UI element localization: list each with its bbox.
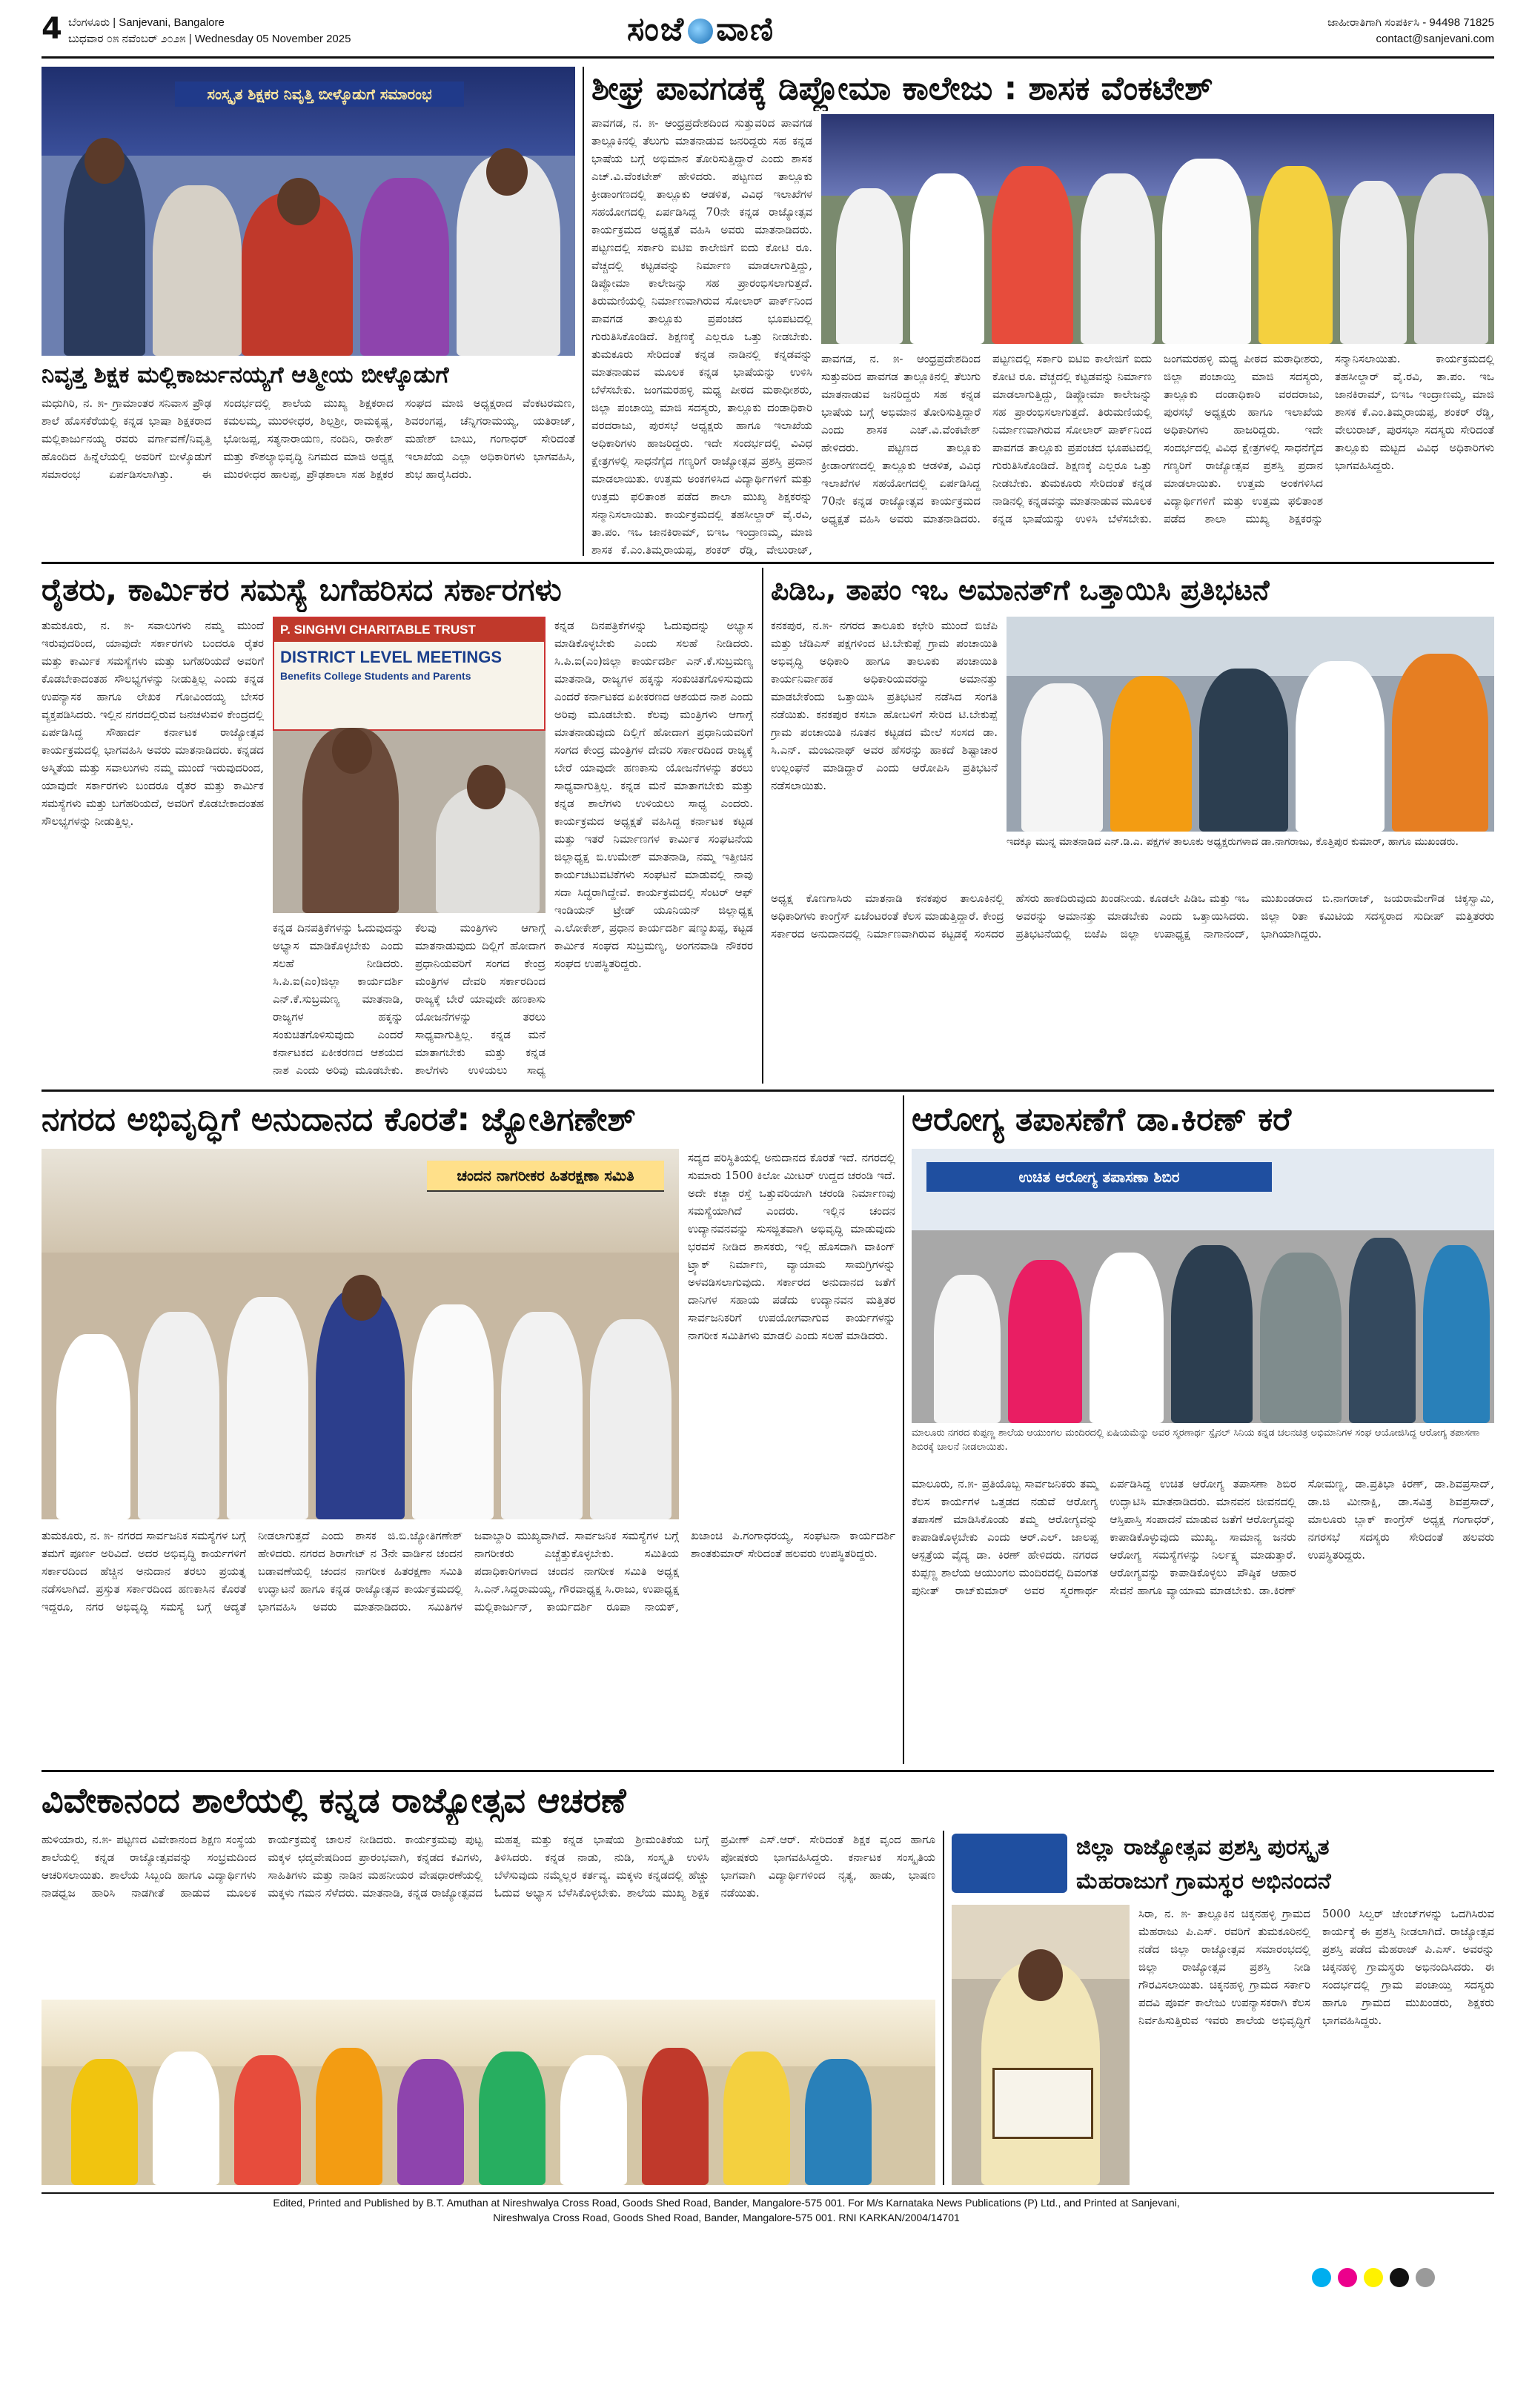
- jyothi-body: ತುಮಕೂರು, ನ. ೫- ನಗರದ ಸಾರ್ವಜನಿಕ ಸಮಸ್ಯೆಗಳ ಬಗ್ಗೆ ತಮಗೆ ಪೂರ್ಣ ಅರಿವಿದೆ. ಅದರ ಅಭಿವೃದ್ಧಿ ಕಾರ್ಯಗಳಿಗೆ ಸರ್ಕಾರದಿಂದ ಹೆಚ್ಚಿನ ಅನುದಾನ ತರಲು ಪ್ರಯತ್ನ ನಡೆಸಲಾಗಿದೆ. ಪ್ರಸ್ತುತ ಸರ್ಕಾರದಿಂದ ಹಣಕಾಸಿನ ಕೊರತೆ ಇದ್ದರೂ, ನಗರ ಅಭಿವೃದ್ಧಿ ಸಮಸ್ಯೆ ಬಗ್ಗೆ ಆದ್ಯತೆ ನೀಡಲಾಗುತ್ತದೆ ಎಂದು ಶಾಸಕ ಜಿ.ಬಿ.ಜ್ಯೋತಿಗಣೇಶ್ ಹೇಳಿದರು. ನಗರದ ಶಿರಾಗೇಟ್ ನ 3ನೇ ವಾರ್ಡಿನ ಚಂದನ ಬಡಾವಣೆಯಲ್ಲಿ ಚಂದನ ನಾಗರೀಕ ಹಿತರಕ್ಷಣಾ ಸಮಿತಿ ಉದ್ಘಾಟನೆ ಹಾಗೂ ಕನ್ನಡ ರಾಜ್ಯೋತ್ಸವ ಕಾರ್ಯಕ್ರಮದಲ್ಲಿ ಭಾಗವಹಿಸಿ ಅವರು ಮಾತನಾಡಿದರು. ಸಮಿತಿಗಳ ಜವಾಬ್ದಾರಿ ಮುಖ್ಯವಾಗಿದೆ. ಸಾರ್ವಜನಿಕ ಸಮಸ್ಯೆಗಳ ಬಗ್ಗೆ ನಾಗರೀಕರು ಎಚ್ಚೆತ್ತುಕೊಳ್ಳಬೇಕು. ಸಮಿತಿಯ ಪದಾಧಿಕಾರಿಗಳಾದ ಚಂದನ ನಾಗರೀಕ ಸಮಿತಿ ಅಧ್ಯಕ್ಷ ಸಿ.ಎನ್.ಸಿದ್ದರಾಮಯ್ಯ, ಗೌರವಾಧ್ಯಕ್ಷ ಸಿ.ರಾಜು, ಉಪಾಧ್ಯಕ್ಷ ಮಲ್ಲಿಕಾರ್ಜುನ್, ಕಾರ್ಯದರ್ಶಿ ರೂಪಾ ನಾಯಕ್, ಖಜಾಂಚಿ ಪಿ.ಗಂಗಾಧರಯ್ಯ, ಸಂಘಟನಾ ಕಾರ್ಯದರ್ಶಿ ಶಾಂತಕುಮಾರ್ ಸೇರಿದಂತೆ ಹಲವರು ಉಪಸ್ಥಿತರಿದ್ದರು.: [42, 1529, 895, 1613]
- masthead: [42, 10, 1494, 59]
- vertical-divider-2: [762, 568, 763, 1084]
- award-photo: [952, 1905, 1130, 2185]
- newspaper-page: [42, 10, 1494, 2234]
- imprint-line-1: Edited, Printed and Published by B.T. Amuthan at Nireshwalya Cross Road, Goods Shed Road, Bander, Mangalore-575 001. For M/s Karnataka News Publications (P) Ltd., and Printed at Sanjevani,: [273, 2197, 1180, 2209]
- diploma-body: ಪಾವಗಡ, ನ. ೫- ಆಂಧ್ರಪ್ರದೇಶದಿಂದ ಸುತ್ತುವರಿದ ಪಾವಗಡ ತಾಲ್ಲೂಕಿನಲ್ಲಿ ತೆಲುಗು ಮಾತನಾಡುವ ಜನರಿದ್ದರು ಸಹ ಕನ್ನಡ ಭಾಷೆಯ ಬಗ್ಗೆ ಅಭಿಮಾನ ತೋರಿಸುತ್ತಿದ್ದಾರೆ ಎಂದು ಶಾಸಕ ಎಚ್.ವಿ.ವೆಂಕಟೇಶ್ ಹೇಳಿದರು. ಪಟ್ಟಣದ ತಾಲ್ಲೂಕು ಕ್ರೀಡಾಂಗಣದಲ್ಲಿ ತಾಲ್ಲೂಕು ಆಡಳಿತ, ವಿವಿಧ ಇಲಾಖೆಗಳ ಸಹಯೋಗದಲ್ಲಿ ಏರ್ಪಡಿಸಿದ್ದ 70ನೇ ಕನ್ನಡ ರಾಜ್ಯೋತ್ಸವ ಕಾರ್ಯಕ್ರಮದ ಅಧ್ಯಕ್ಷತೆ ವಹಿಸಿ ಅವರು ಮಾತನಾಡಿದರು. ಪಟ್ಟಣದಲ್ಲಿ ಸರ್ಕಾರಿ ಐಟಿಐ ಕಾಲೇಜಿಗೆ ಐದು ಕೋಟಿ ರೂ. ವೆಚ್ಚದಲ್ಲಿ ಕಟ್ಟಡವನ್ನು ನಿರ್ಮಾಣ ಮಾಡಲಾಗುತ್ತಿದ್ದು, ಡಿಪ್ಲೋಮಾ ಕಾಲೇಜನ್ನು ಸಹ ಪ್ರಾರಂಭಿಸಲಾಗುತ್ತದೆ. ತಿರುಮಣಿಯಲ್ಲಿ ನಿರ್ಮಾಣವಾಗಿರುವ ಸೋಲಾರ್ ಪಾರ್ಕ್‌ನಿಂದ ಪಾವಗಡ ತಾಲ್ಲೂಕು ಪ್ರಪಂಚದ ಭೂಪಟದಲ್ಲಿ ಗುರುತಿಸಿಕೊಂಡಿದೆ. ಶಿಕ್ಷಣಕ್ಕೆ ಎಲ್ಲರೂ ಒತ್ತು ನೀಡಬೇಕು. ತುಮಕೂರು ಸೇರಿದಂತೆ ಕನ್ನಡ ನಾಡಿನಲ್ಲಿ ಕನ್ನಡವನ್ನು ಮಾತನಾಡುವ ಮೂಲಕ ಕನ್ನಡ ಭಾಷೆಯನ್ನು ಉಳಿಸಿ ಬೆಳೆಸಬೇಕು. ಜಂಗಮರಹಳ್ಳಿ ಮಧ್ಯ ಪೀಠದ ಮಠಾಧೀಶರು, ಜಿಲ್ಲಾ ಪಂಚಾಯ್ತಿ ಮಾಜಿ ಸದಸ್ಯರು, ತಾಲ್ಲೂಕು ದಂಡಾಧಿಕಾರಿ ವರದರಾಜು, ಪುರಸಭೆ ಅಧ್ಯಕ್ಷರು ಹಾಗೂ ಇಲಾಖೆಯ ಅಧಿಕಾರಿಗಳು ಹಾಜರಿದ್ದರು. ಇದೇ ಸಂದರ್ಭದಲ್ಲಿ ವಿವಿಧ ಕ್ಷೇತ್ರಗಳಲ್ಲಿ ಸಾಧನೆಗೈದ ಗಣ್ಯರಿಗೆ ರಾಜ್ಯೋತ್ಸವ ಪ್ರಶಸ್ತಿ ಪ್ರದಾನ ಮಾಡಲಾಯಿತು. ಉತ್ತಮ ಅಂಕಗಳಿಸಿದ ವಿದ್ಯಾರ್ಥಿಗಳಿಗೆ ಮತ್ತು ಉತ್ತಮ ಫಲಿತಾಂಶ ಪಡೆದ ಶಾಲಾ ಮುಖ್ಯ ಶಿಕ್ಷಕರನ್ನು ಸನ್ಮಾನಿಸಲಾಯಿತು. ಕಾರ್ಯಕ್ರಮದಲ್ಲಿ ತಹಸೀಲ್ದಾರ್ ವೈ.ರವಿ, ತಾ.ಪಂ. ಇಒ ಜಾನಕಿರಾಮ್, ಬಿಇಒ ಇಂದ್ರಾಣಮ್ಮ, ಮಾಜಿ ಶಾಸಕ ಕೆ.ಎಂ.ತಿಮ್ಮರಾಯಪ್ಪ, ಶಂಕರ್ ರೆಡ್ಡಿ, ವೇಲುರಾಜ್,: [591, 116, 812, 556]
- vivekananda-photo: [42, 2000, 935, 2185]
- pdo-body-2: ಅಧ್ಯಕ್ಷ ಕೊಣಗಾಸಿರು ಮಾತನಾಡಿ ಕನಕಪುರ ತಾಲೂಕಿನಲ್ಲಿ ಅಧಿಕಾರಿಗಳು ಕಾಂಗ್ರೆಸ್ ಏಜೆಂಟರಂತೆ ಕೆಲಸ ಮಾಡುತ್ತಿದ್ದಾರೆ. ಕೇಂದ್ರ ಸರ್ಕಾರದ ಅನುದಾನದಲ್ಲಿ ನಿರ್ಮಾಣವಾಗಿರುವ ಕಟ್ಟಡಕ್ಕೆ ಸಂಸದರ ಹೆಸರು ಹಾಕದಿರುವುದು ಖಂಡನೀಯ. ಕೂಡಲೇ ಪಿಡಿಒ ಮತ್ತು ಇಒ ಅವರನ್ನು ಅಮಾನತ್ತು ಮಾಡಬೇಕು ಎಂದು ಒತ್ತಾಯಿಸಿದರು. ಪ್ರತಿಭಟನೆಯಲ್ಲಿ ಬಿಜೆಪಿ ಜಿಲ್ಲಾ ಉಪಾಧ್ಯಕ್ಷ ನಾಗಾನಂದ್, ಮುಖಂಡರಾದ ಬಿ.ನಾಗರಾಜ್, ಜಯರಾಮೇಗೌಡ ಚಿಕ್ಕಸ್ವಾಮಿ, ಜಿಲ್ಲಾ ರಿತಾ ಕಮಿಟಿಯ ಸದಸ್ಯರಾದ ಸುದೀಪ್ ಮತ್ತಿತರರು ಭಾಗಿಯಾಗಿದ್ದರು.: [771, 892, 1494, 941]
- health-headline: ಆರೋಗ್ಯ ತಪಾಸಣೆಗೆ ಡಾ.ಕಿರಣ್ ಕರೆ: [912, 1101, 1292, 1138]
- diploma-body-side: [591, 114, 812, 556]
- registration-dots: [1312, 2268, 1438, 2290]
- teacher-headline: ನಿವೃತ್ತ ಶಿಕ್ಷಕ ಮಲ್ಲಿಕಾರ್ಜುನಯ್ಯಗೆ ಆತ್ಮೀಯ ಬೀಳ್ಕೊಡುಗೆ: [42, 362, 449, 388]
- jyothi-headline: ನಗರದ ಅಭಿವೃದ್ಧಿಗೆ ಅನುದಾನದ ಕೊರತೆ: ಜ್ಯೋತಿಗಣೇಶ್: [42, 1101, 636, 1138]
- farmers-headline: ರೈತರು, ಕಾರ್ಮಿಕರ ಸಮಸ್ಯೆ ಬಗೆಹರಿಸದ ಸರ್ಕಾರಗಳು: [42, 571, 562, 608]
- magenta-dot: [1338, 2268, 1357, 2287]
- vertical-divider: [583, 67, 584, 556]
- health-caption: ಮಾಲೂರು ನಗರದ ಕುಪ್ಪಣ್ಣ ಶಾಲೆಯ ಆಯುಂಗಲ ಮಂದಿರದಲ್ಲಿ ಏಷಿಯಮೆನ್ನು ಅವರ ಸ್ಮರಣಾರ್ಥ ಸ್ಪೈನಲ್ ಸಿನಿಯ ಕನ್ನಡ ಚಲನಚಿತ್ರ ಅಭಿಮಾನಿಗಳ ಸಂಘ ಆಯೋಜಿಸಿದ್ದ ಆರೋಗ್ಯ ತಪಾಸಣಾ ಶಿಬಿರಕ್ಕೆ ಚಾಲನೆ ನೀಡಲಾಯಿತು.: [912, 1427, 1480, 1453]
- health-photo-banner: ಉಚಿತ ಆರೋಗ್ಯ ತಪಾಸಣಾ ಶಿಬಿರ: [926, 1162, 1272, 1192]
- pdo-photo: [1007, 617, 1494, 832]
- email-link[interactable]: contact@sanjevani.com: [1376, 33, 1494, 45]
- pdo-caption: ಇದಕ್ಕೂ ಮುನ್ನ ಮಾತನಾಡಿದ ಎನ್.ಡಿ.ಎ. ಪಕ್ಷಗಳ ತಾಲೂಕು ಅಧ್ಯಕ್ಷರುಗಳಾದ ಡಾ.ನಾಗರಾಜು, ಕೊತ್ತಿಪುರ ಕುಮಾರ್, ಹಾಗೂ ಮುಖಂಡರು.: [1007, 836, 1459, 848]
- masthead-left: [68, 15, 351, 47]
- diploma-body-lower: [821, 350, 1494, 556]
- teacher-photo: [42, 67, 575, 356]
- masthead-right: [1327, 15, 1494, 47]
- jyothi-photo: [42, 1149, 679, 1519]
- award-headline-2: ಮೆಹರಾಜುಗೆ ಗ್ರಾಮಸ್ಥರ ಅಭಿನಂದನೆ: [1076, 1868, 1331, 1894]
- jyothi-body-side: ಸದ್ಯದ ಪರಿಸ್ಥಿತಿಯಲ್ಲಿ ಅನುದಾನದ ಕೊರತೆ ಇದೆ. ನಗರದಲ್ಲಿ ಸುಮಾರು 1500 ಕಿಲೋ ಮೀಟರ್ ಉದ್ದದ ಚರಂಡಿ ಇದೆ. ಅದೇ ಕಚ್ಚಾ ರಸ್ತೆ ಒತ್ತುವರಿಯಾಗಿ ಚರಂಡಿ ನಿರ್ಮಾಣವು ಸಮಸ್ಯೆಯಾಗಿದೆ ಎಂದರು. ಇಲ್ಲಿನ ಚಂದನ ಉದ್ಯಾನವನವನ್ನು ಸುಸಜ್ಜಿತವಾಗಿ ಅಭಿವೃದ್ಧಿ ಮಾಡುವುದು ಭರವಸೆ ನೀಡಿದ ಶಾಸಕರು, ಇಲ್ಲಿ ಹೊಸದಾಗಿ ವಾಕಿಂಗ್ ಟ್ರ್ಯಾಕ್ ನಿರ್ಮಾಣ, ವ್ಯಾಯಾಮ ಸಾಮಗ್ರಿಗಳನ್ನು ಅಳವಡಿಸಲಾಗುವುದು. ಸರ್ಕಾರದ ಅನುದಾನದ ಜತೆಗೆ ದಾನಿಗಳ ಸಹಾಯ ಪಡೆದು ಉದ್ಯಾನವನ ಮತ್ತಿತರ ಸಾರ್ವಜನಿಕರಿಗೆ ಉಪಯೋಗವಾಗುವ ಕಾರ್ಯಗಳನ್ನು ನಾಗರೀಕ ಸಮಿತಿಗಳು ಮಾಡಲಿ ಎಂದು ಸಲಹೆ ಮಾಡಿದರು.: [688, 1151, 895, 1342]
- date-line: ಬುಧವಾರ ೦೫ ನವೆಂಬರ್ ೨೦೨೫ | Wednesday 05 November 2025: [68, 33, 351, 45]
- teacher-photo-banner: ಸಂಸ್ಕೃತ ಶಿಕ್ಷಕರ ನಿವೃತ್ತಿ ಬೀಳ್ಕೊಡುಗೆ ಸಮಾರಂಭ: [175, 82, 464, 107]
- diploma-body-continued: ಪಾವಗಡ, ನ. ೫- ಆಂಧ್ರಪ್ರದೇಶದಿಂದ ಸುತ್ತುವರಿದ ಪಾವಗಡ ತಾಲ್ಲೂಕಿನಲ್ಲಿ ತೆಲುಗು ಮಾತನಾಡುವ ಜನರಿದ್ದರು ಸಹ ಕನ್ನಡ ಭಾಷೆಯ ಬಗ್ಗೆ ಅಭಿಮಾನ ತೋರಿಸುತ್ತಿದ್ದಾರೆ ಎಂದು ಶಾಸಕ ಎಚ್.ವಿ.ವೆಂಕಟೇಶ್ ಹೇಳಿದರು. ಪಟ್ಟಣದ ತಾಲ್ಲೂಕು ಕ್ರೀಡಾಂಗಣದಲ್ಲಿ ತಾಲ್ಲೂಕು ಆಡಳಿತ, ವಿವಿಧ ಇಲಾಖೆಗಳ ಸಹಯೋಗದಲ್ಲಿ ಏರ್ಪಡಿಸಿದ್ದ 70ನೇ ಕನ್ನಡ ರಾಜ್ಯೋತ್ಸವ ಕಾರ್ಯಕ್ರಮದ ಅಧ್ಯಕ್ಷತೆ ವಹಿಸಿ ಅವರು ಮಾತನಾಡಿದರು. ಪಟ್ಟಣದಲ್ಲಿ ಸರ್ಕಾರಿ ಐಟಿಐ ಕಾಲೇಜಿಗೆ ಐದು ಕೋಟಿ ರೂ. ವೆಚ್ಚದಲ್ಲಿ ಕಟ್ಟಡವನ್ನು ನಿರ್ಮಾಣ ಮಾಡಲಾಗುತ್ತಿದ್ದು, ಡಿಪ್ಲೋಮಾ ಕಾಲೇಜನ್ನು ಸಹ ಪ್ರಾರಂಭಿಸಲಾಗುತ್ತದೆ. ತಿರುಮಣಿಯಲ್ಲಿ ನಿರ್ಮಾಣವಾಗಿರುವ ಸೋಲಾರ್ ಪಾರ್ಕ್‌ನಿಂದ ಪಾವಗಡ ತಾಲ್ಲೂಕು ಪ್ರಪಂಚದ ಭೂಪಟದಲ್ಲಿ ಗುರುತಿಸಿಕೊಂಡಿದೆ. ಶಿಕ್ಷಣಕ್ಕೆ ಎಲ್ಲರೂ ಒತ್ತು ನೀಡಬೇಕು. ತುಮಕೂರು ಸೇರಿದಂತೆ ಕನ್ನಡ ನಾಡಿನಲ್ಲಿ ಕನ್ನಡವನ್ನು ಮಾತನಾಡುವ ಮೂಲಕ ಕನ್ನಡ ಭಾಷೆಯನ್ನು ಉಳಿಸಿ ಬೆಳೆಸಬೇಕು. ಜಂಗಮರಹಳ್ಳಿ ಮಧ್ಯ ಪೀಠದ ಮಠಾಧೀಶರು, ಜಿಲ್ಲಾ ಪಂಚಾಯ್ತಿ ಮಾಜಿ ಸದಸ್ಯರು, ತಾಲ್ಲೂಕು ದಂಡಾಧಿಕಾರಿ ವರದರಾಜು, ಪುರಸಭೆ ಅಧ್ಯಕ್ಷರು ಹಾಗೂ ಇಲಾಖೆಯ ಅಧಿಕಾರಿಗಳು ಹಾಜರಿದ್ದರು. ಇದೇ ಸಂದರ್ಭದಲ್ಲಿ ವಿವಿಧ ಕ್ಷೇತ್ರಗಳಲ್ಲಿ ಸಾಧನೆಗೈದ ಗಣ್ಯರಿಗೆ ರಾಜ್ಯೋತ್ಸವ ಪ್ರಶಸ್ತಿ ಪ್ರದಾನ ಮಾಡಲಾಯಿತು. ಉತ್ತಮ ಅಂಕಗಳಿಸಿದ ವಿದ್ಯಾರ್ಥಿಗಳಿಗೆ ಮತ್ತು ಉತ್ತಮ ಫಲಿತಾಂಶ ಪಡೆದ ಶಾಲಾ ಮುಖ್ಯ ಶಿಕ್ಷಕರನ್ನು ಸನ್ಮಾನಿಸಲಾಯಿತು. ಕಾರ್ಯಕ್ರಮದಲ್ಲಿ ತಹಸೀಲ್ದಾರ್ ವೈ.ರವಿ, ತಾ.ಪಂ. ಇಒ ಜಾನಕಿರಾಮ್, ಬಿಇಒ ಇಂದ್ರಾಣಮ್ಮ, ಮಾಜಿ ಶಾಸಕ ಕೆ.ಎಂ.ತಿಮ್ಮರಾಯಪ್ಪ, ಶಂಕರ್ ರೆಡ್ಡಿ, ವೇಲುರಾಜ್, ಪುರಸಭಾ ಸದಸ್ಯರು ಸೇರಿದಂತೆ ತಾಲ್ಲೂಕು ಮಟ್ಟದ ವಿವಿಧ ಅಧಿಕಾರಿಗಳು ಭಾಗವಹಿಸಿದ್ದರು.: [821, 352, 1494, 525]
- farmers-body-continued: ಕನ್ನಡ ದಿನಪತ್ರಿಕೆಗಳನ್ನು ಓದುವುದನ್ನು ಅಭ್ಯಾಸ ಮಾಡಿಕೊಳ್ಳಬೇಕು ಎಂದು ಸಲಹೆ ನೀಡಿದರು. ಸಿ.ಪಿ.ಐ(ಎಂ)ಜಿಲ್ಲಾ ಕಾರ್ಯದರ್ಶಿ ಎನ್.ಕೆ.ಸುಬ್ರಮಣ್ಯ ಮಾತನಾಡಿ, ರಾಜ್ಯಗಳ ಹಕ್ಕನ್ನು ಸಂಕುಚಿತಗೊಳಿಸುವುದು ಎಂದರೆ ಕರ್ನಾಟಕದ ಏಕೀಕರಣದ ಆಶಯದ ನಾಶ ಎಂದು ಅರಿವು ಮೂಡಬೇಕು. ಕೆಲವು ಮಂತ್ರಿಗಳು ಆಗಾಗ್ಗೆ ಮಾತನಾಡುವುದು ದಿಲ್ಲಿಗೆ ಹೋದಾಗ ಪ್ರಧಾನಿಯವರಿಗೆ ಸಂಗದ ಕೇಂದ್ರ ಮಂತ್ರಿಗಳ ದೇವರಿ ಸರ್ಕಾರದಿಂದ ರಾಜ್ಯಕ್ಕೆ ಬೇರೆ ಯಾವುದೇ ಹಣಕಾಸು ಯೋಜನೆಗಳನ್ನು ತರಲು ಸಾಧ್ಯವಾಗುತ್ತಿಲ್ಲ. ಕನ್ನಡ ಮನೆ ಮಾತಾಗಬೇಕು ಮತ್ತು ಕನ್ನಡ ಶಾಲೆಗಳು ಉಳಿಯಲು ಸಾಧ್ಯ: [273, 921, 546, 1077]
- health-body: ಮಾಲೂರು, ನ.೫- ಪ್ರತಿಯೊಬ್ಬ ಸಾರ್ವಜನಿಕರು ತಮ್ಮ ಕೆಲಸ ಕಾರ್ಯಗಳ ಒತ್ತಡದ ನಡುವೆ ಆರೋಗ್ಯ ತಪಾಸಣೆ ಮಾಡಿಸಿಕೊಂಡು ತಮ್ಮ ಆರೋಗ್ಯವನ್ನು ಕಾಪಾಡಿಕೊಳ್ಳಬೇಕು ಎಂದು ಆರ್.ಎಲ್. ಜಾಲಪ್ಪ ಆಸ್ಪತ್ರೆಯ ವೈದ್ಯ ಡಾ. ಕಿರಣ್ ಹೇಳಿದರು. ನಗರದ ಕುಪ್ಪಣ್ಣ ಶಾಲೆಯ ಆಯುಂಗಲ ಮಂದಿರದಲ್ಲಿ ದಿವಂಗತ ಪುನೀತ್ ರಾಜ್‌ಕುಮಾರ್ ಅವರ ಸ್ಮರಣಾರ್ಥ ಏರ್ಪಡಿಸಿದ್ದ ಉಚಿತ ಆರೋಗ್ಯ ತಪಾಸಣಾ ಶಿಬಿರ ಉದ್ಘಾಟಿಸಿ ಮಾತನಾಡಿದರು. ಮಾನವನ ಜೀವನದಲ್ಲಿ ಆಸ್ತಿಪಾಸ್ತಿ ಸಂಪಾದನೆ ಮಾಡುವ ಜತೆಗೆ ಆರೋಗ್ಯವನ್ನು ಕಾಪಾಡಿಕೊಳ್ಳುವುದು ಮುಖ್ಯ. ಸಾಮಾನ್ಯ ಜನರು ಆರೋಗ್ಯ ಸಮಸ್ಯೆಗಳನ್ನು ನಿರ್ಲಕ್ಷ್ಯ ಮಾಡುತ್ತಾರೆ. ಆರೋಗ್ಯವನ್ನು ಕಾಪಾಡಿಕೊಳ್ಳಲು ಪೌಷ್ಠಿಕ ಆಹಾರ ಸೇವನೆ ಹಾಗೂ ವ್ಯಾಯಾಮ ಮಾಡಬೇಕು. ಡಾ.ಕಿರಣ್ ಸೋಮಣ್ಣ, ಡಾ.ಪ್ರತಿಭಾ ಕಿರಣ್, ಡಾ.ಶಿವಪ್ರಸಾದ್, ಡಾ.ಜಿ ಮೀನಾಕ್ಷಿ, ಡಾ.ಸವಿತ್ರ ಶಿವಪ್ರಸಾದ್, ಮಾಲೂರು ಬ್ಲಾಕ್ ಕಾಂಗ್ರೆಸ್ ಅಧ್ಯಕ್ಷ ಗಂಗಾಧರ್, ನಗರಸಭೆ ಸದಸ್ಯರು ಸೇರಿದಂತೆ ಹಲವರು ಉಪಸ್ಥಿತರಿದ್ದರು.: [912, 1477, 1494, 1597]
- logo-right: ವಾಣಿ: [716, 10, 775, 48]
- teacher-body: ಮಧುಗಿರಿ, ನ. ೫- ಗ್ರಾಮಾಂತರ ಸನಿವಾಸ ಪ್ರೌಢ ಶಾಲೆ ಹೊಸಕೆರೆಯಲ್ಲಿ ಕನ್ನಡ ಭಾಷಾ ಶಿಕ್ಷಕರಾದ ಮಲ್ಲಿಕಾರ್ಜುನಯ್ಯ ರವರು ವರ್ಗಾವಣೆ/ನಿವೃತ್ತಿ ಹೊಂದಿದ ಹಿನ್ನೆಲೆಯಲ್ಲಿ ಅವರಿಗೆ ಬೀಳ್ಕೊಡುಗೆ ಸಮಾರಂಭ ಏರ್ಪಡಿಸಲಾಗಿತ್ತು. ಈ ಸಂದರ್ಭದಲ್ಲಿ ಶಾಲೆಯ ಮುಖ್ಯ ಶಿಕ್ಷಕರಾದ ಕಮಲಮ್ಮ, ಮುರಳೀಧರ, ಶಿಲ್ಪಶ್ರೀ, ರಾಮಕೃಷ್ಣ, ಭೋಜಪ್ಪ, ಸತ್ಯನಾರಾಯಣ, ನಂದಿನಿ, ರಾಕೇಶ್ ಮತ್ತು ಕೌಶಲ್ಯಾಭಿವೃದ್ಧಿ ನಿಗಮದ ಮಾಜಿ ಅಧ್ಯಕ್ಷ ಮುರಳೀಧರ ಹಾಲಪ್ಪ, ಪ್ರೌಢಶಾಲಾ ಸಹ ಶಿಕ್ಷಕರ ಸಂಘದ ಮಾಜಿ ಅಧ್ಯಕ್ಷರಾದ ವೆಂಕಟರಮಣ, ಶಿವರಂಗಪ್ಪ, ಚೆನ್ನಿಗರಾಮಯ್ಯ, ಯತಿರಾಜ್, ಮಹೇಶ್ ಬಾಬು, ಗಂಗಾಧರ್ ಸೇರಿದಂತೆ ಇಲಾಖೆಯ ಎಲ್ಲಾ ಅಧಿಕಾರಿಗಳು ಭಾಗವಹಿಸಿ, ಶುಭ ಹಾರೈಸಿದರು.: [42, 397, 575, 481]
- farmers-banner-org: P. SINGHVI CHARITABLE TRUST: [274, 618, 544, 642]
- cyan-dot: [1312, 2268, 1331, 2287]
- diploma-headline: ಶೀಘ್ರ ಪಾವಗಡಕ್ಕೆ ಡಿಪ್ಲೋಮಾ ಕಾಲೇಜು : ಶಾಸಕ ವೆಂಕಟೇಶ್: [591, 70, 1213, 107]
- farmers-body-3: [273, 919, 546, 1082]
- vivekananda-headline: ವಿವೇಕಾನಂದ ಶಾಲೆಯಲ್ಲಿ ಕನ್ನಡ ರಾಜ್ಯೋತ್ಸವ ಆಚರಣೆ: [42, 1780, 626, 1820]
- black-dot: [1390, 2268, 1409, 2287]
- pdo-body-1: ಕನಕಪುರ, ನ.೫- ನಗರದ ತಾಲೂಕು ಕಛೇರಿ ಮುಂದೆ ಬಿಜೆಪಿ ಮತ್ತು ಜೆಡಿಎಸ್ ಪಕ್ಷಗಳಿಂದ ಟಿ.ಬೇಕುಪ್ಪೆ ಗ್ರಾಮ ಪಂಚಾಯಿತಿ ಅಭಿವೃದ್ಧಿ ಅಧಿಕಾರಿ ಹಾಗೂ ತಾಲೂಕು ಪಂಚಾಯಿತಿ ಕಾರ್ಯನಿರ್ವಾಹಕ ಅಧಿಕಾರಿಯವರನ್ನು ಅಮಾನತ್ತು ಮಾಡಬೇಕೆಂದು ಒತ್ತಾಯಿಸಿ ಪ್ರತಿಭಟನೆ ನಡೆಸಿದ ಸಂಗತಿ ನಡೆಯಿತು. ಕನಕಪುರ ಕಸಬಾ ಹೋಬಳಿಗೆ ಸೇರಿದ ಟಿ.ಬೇಕುಪ್ಪೆ ಗ್ರಾಮ ಪಂಚಾಯಿತಿ ನೂತನ ಕಟ್ಟಡದ ಮೇಲೆ ಸಂಸದ ಡಾ. ಸಿ.ಎನ್. ಮಂಜುನಾಥ್ ಅವರ ಹೆಸರನ್ನು ಹಾಕದೆ ಶಿಷ್ಟಾಚಾರ ಉಲ್ಲಂಘನೆ ಮಾಡಿದ್ದಾರೆ ಎಂದು ಆರೋಪಿಸಿ ಪ್ರತಿಭಟನೆ ನಡೆಸಲಾಯಿತು.: [771, 619, 998, 792]
- farmers-banner-sub: Benefits College Students and Parents: [280, 670, 471, 682]
- pdo-headline: ಪಿಡಿಒ, ತಾಪಂ ಇಒ ಅಮಾನತ್‌ಗೆ ಒತ್ತಾಯಿಸಿ ಪ್ರತಿಭಟನೆ: [771, 574, 1270, 606]
- section-rule-2: [42, 1089, 1494, 1092]
- logo-left: ಸಂಜೆ: [627, 10, 686, 48]
- farmers-banner-title: DISTRICT LEVEL MEETINGS: [280, 648, 503, 666]
- imprint-footer: [193, 2195, 1260, 2225]
- globe-icon: [688, 19, 713, 44]
- farmers-photo: [273, 617, 546, 913]
- imprint-line-2: Nireshwalya Cross Road, Goods Shed Road, Bander, Mangalore-575 001. RNI KARKAN/2004/14701: [493, 2212, 960, 2223]
- section-rule-3: [42, 1770, 1494, 1772]
- page-number: 4: [42, 12, 62, 46]
- yellow-dot: [1364, 2268, 1383, 2287]
- award-body: ಸಿರಾ, ನ. ೫- ತಾಲ್ಲೂಕಿನ ಚಿಕ್ಕನಹಳ್ಳಿ ಗ್ರಾಮದ ಮೆಹರಾಜು ಪಿ.ಎಸ್. ರವರಿಗೆ ತುಮಕೂರಿನಲ್ಲಿ ನಡೆದ ಜಿಲ್ಲಾ ರಾಜ್ಯೋತ್ಸವ ಸಮಾರಂಭದಲ್ಲಿ ಜಿಲ್ಲಾ ರಾಜ್ಯೋತ್ಸವ ಪ್ರಶಸ್ತಿ ನೀಡಿ ಗೌರವಿಸಲಾಯಿತು. ಚಿಕ್ಕನಹಳ್ಳಿ ಗ್ರಾಮದ ಸರ್ಕಾರಿ ಪದವಿ ಪೂರ್ವ ಕಾಲೇಜು ಉಪನ್ಯಾಸಕರಾಗಿ ಕೆಲಸ ನಿರ್ವಹಿಸುತ್ತಿರುವ ಇವರು ಶಾಲೆಯ ಅಭಿವೃದ್ಧಿಗೆ 5000 ಸಿಲ್ವರ್ ಚೇಂಜ್‌ಗಳನ್ನು ಒದಗಿಸಿರುವ ಕಾರ್ಯಕ್ಕೆ ಈ ಪ್ರಶಸ್ತಿ ನೀಡಲಾಗಿದೆ. ರಾಜ್ಯೋತ್ಸವ ಪ್ರಶಸ್ತಿ ಪಡೆದ ಮೆಹರಾಜ್ ಪಿ.ಎಸ್. ಅವರನ್ನು ಚಿಕ್ಕನಹಳ್ಳಿ ಗ್ರಾಮಸ್ಥರು ಅಭಿನಂದಿಸಿದರು. ಈ ಸಂದರ್ಭದಲ್ಲಿ ಗ್ರಾಮ ಪಂಚಾಯ್ತಿ ಸದಸ್ಯರು ಹಾಗೂ ಗ್ರಾಮದ ಮುಖಂಡರು, ಶಿಕ್ಷಕರು ಭಾಗವಹಿಸಿದ್ದರು.: [1138, 1907, 1494, 2027]
- diploma-photo: [821, 114, 1494, 344]
- logo: [627, 10, 775, 48]
- grey-dot: [1416, 2268, 1435, 2287]
- jyothi-photo-banner: ಚಂದನ ನಾಗರೀಕರ ಹಿತರಕ್ಷಣಾ ಸಮಿತಿ: [427, 1161, 664, 1192]
- city-line: ಬೆಂಗಳೂರು | Sanjevani, Bangalore: [68, 16, 225, 29]
- vertical-divider-4: [943, 1831, 944, 2185]
- farmers-body-1: ತುಮಕೂರು, ನ. ೫- ಸವಾಲುಗಳು ನಮ್ಮ ಮುಂದೆ ಇರುವುದರಿಂದ, ಯಾವುದೇ ಸರ್ಕಾರಗಳು ಬಂದರೂ ರೈತರ ಮತ್ತು ಕಾರ್ಮಿಕ ಸಮಸ್ಯೆಗಳು ಮತ್ತು ಬಗೆಹರಿಯದೆ ಅವರಿಗೆ ಕೊಡಬೇಕಾದಂತಹ ಸೌಲಭ್ಯಗಳನ್ನು ನೀಡುತ್ತಿಲ್ಲ ಎಂದು ಕನ್ನಡ ಉಪನ್ಯಾಸಕ ಹಾಗೂ ಲೇಖಕ ಗೋವಿಂದಯ್ಯ ಬೇಸರ ವ್ಯಕ್ತಪಡಿಸಿದರು. ಇಲ್ಲಿನ ನಗರದಲ್ಲಿರುವ ಜನಚಳುವಳಿ ಕೇಂದ್ರದಲ್ಲಿ ಏರ್ಪಡಿಸಿದ್ದ ಸೌಹಾರ್ದ ಕರ್ನಾಟಕ ರಾಜ್ಯೋತ್ಸವ ಕಾರ್ಯಕ್ರಮದಲ್ಲಿ ಭಾಗವಹಿಸಿ ಅವರು ಮಾತನಾಡಿದರು. ಕನ್ನಡದ ಅಸ್ಮಿತೆಯ ಮತ್ತು ಸವಾಲುಗಳು ನಮ್ಮ ಮುಂದೆ ಇರುವುದರಿಂದ, ಯಾವುದೇ ಸರ್ಕಾರಗಳು ಬಂದರೂ ರೈತರ ಮತ್ತು ಕಾರ್ಮಿಕ ಸಮಸ್ಯೆಗಳು ಮತ್ತು ಬಗೆಹರಿಯದೆ, ಅವರಿಗೆ ಕೊಡಬೇಕಾದಂತಹ ಸೌಲಭ್ಯಗಳನ್ನು ನೀಡುತ್ತಿಲ್ಲ.: [42, 619, 264, 828]
- vertical-divider-3: [903, 1095, 904, 1764]
- farmers-body-2: ಕನ್ನಡ ದಿನಪತ್ರಿಕೆಗಳನ್ನು ಓದುವುದನ್ನು ಅಭ್ಯಾಸ ಮಾಡಿಕೊಳ್ಳಬೇಕು ಎಂದು ಸಲಹೆ ನೀಡಿದರು. ಸಿ.ಪಿ.ಐ(ಎಂ)ಜಿಲ್ಲಾ ಕಾರ್ಯದರ್ಶಿ ಎನ್.ಕೆ.ಸುಬ್ರಮಣ್ಯ ಮಾತನಾಡಿ, ರಾಜ್ಯಗಳ ಹಕ್ಕನ್ನು ಸಂಕುಚಿತಗೊಳಿಸುವುದು ಎಂದರೆ ಕರ್ನಾಟಕದ ಏಕೀಕರಣದ ಆಶಯದ ನಾಶ ಎಂದು ಅರಿವು ಮೂಡಬೇಕು. ಕೆಲವು ಮಂತ್ರಿಗಳು ಆಗಾಗ್ಗೆ ಮಾತನಾಡುವುದು ದಿಲ್ಲಿಗೆ ಹೋದಾಗ ಪ್ರಧಾನಿಯವರಿಗೆ ಸಂಗದ ಕೇಂದ್ರ ಮಂತ್ರಿಗಳ ದೇವರಿ ಸರ್ಕಾರದಿಂದ ರಾಜ್ಯಕ್ಕೆ ಬೇರೆ ಯಾವುದೇ ಹಣಕಾಸು ಯೋಜನೆಗಳನ್ನು ತರಲು ಸಾಧ್ಯವಾಗುತ್ತಿಲ್ಲ. ಕನ್ನಡ ಮನೆ ಮಾತಾಗಬೇಕು ಮತ್ತು ಕನ್ನಡ ಶಾಲೆಗಳು ಉಳಿಯಲು ಸಾಧ್ಯ ಎಂದರು. ಕಾರ್ಯಕ್ರಮದ ಅಧ್ಯಕ್ಷತೆ ವಹಿಸಿದ್ದ ಕರ್ನಾಟಕ ಕಟ್ಟಡ ಮತ್ತು ಇತರೆ ನಿರ್ಮಾಣಗಳ ಕಾರ್ಮಿಕ ಸಂಘಟನೆಯ ಜಿಲ್ಲಾಧ್ಯಕ್ಷ ಬಿ.ಉಮೇಶ್ ಮಾತನಾಡಿ, ನಮ್ಮ ಇತ್ತೀಚಿನ ಕಾರ್ಯಚಟುವಟಿಕೆಗಳು ಸಂಘಟನೆ ಮಾಡುವಲ್ಲಿ ನಾವು ಸದಾ ಸಿದ್ಧರಾಗಿದ್ದೇವೆ. ಕಾರ್ಯಕ್ರಮದಲ್ಲಿ ಸೆಂಟರ್ ಆಫ್ ಇಂಡಿಯನ್ ಟ್ರೇಡ್ ಯೂನಿಯನ್ ಜಿಲ್ಲಾಧ್ಯಕ್ಷ ಎ.ಲೋಕೇಶ್, ಪ್ರಧಾನ ಕಾರ್ಯದರ್ಶಿ ಷಣ್ಮುಖಪ್ಪ, ಕಟ್ಟಡ ಕಾರ್ಮಿಕ ಸಂಘದ ಸುಬ್ರಮಣ್ಯ, ಅಂಗನವಾಡಿ ನೌಕರರ ಸಂಘದ ಉಪಸ್ಥಿತರಿದ್ದರು.: [554, 619, 753, 970]
- vivekananda-body: ಹುಳಿಯಾರು, ನ.೫- ಪಟ್ಟಣದ ವಿವೇಕಾನಂದ ಶಿಕ್ಷಣ ಸಂಸ್ಥೆಯ ಶಾಲೆಯಲ್ಲಿ ಕನ್ನಡ ರಾಜ್ಯೋತ್ಸವವನ್ನು ಸಂಭ್ರಮದಿಂದ ಆಚರಿಸಲಾಯಿತು. ಶಾಲೆಯ ಸಿಬ್ಬಂದಿ ಹಾಗೂ ವಿದ್ಯಾರ್ಥಿಗಳು ನಾಡಧ್ವಜ ಹಾರಿಸಿ ನಾಡಗೀತೆ ಹಾಡುವ ಮೂಲಕ ಕಾರ್ಯಕ್ರಮಕ್ಕೆ ಚಾಲನೆ ನೀಡಿದರು. ಕಾರ್ಯಕ್ರಮವು ಪುಟ್ಟ ಮಕ್ಕಳ ಛದ್ಮವೇಷದಿಂದ ಪ್ರಾರಂಭವಾಗಿ, ಕನ್ನಡದ ಕವಿಗಳು, ಸಾಹಿತಿಗಳು ಮತ್ತು ನಾಡಿನ ಮಹನೀಯರ ವೇಷಧಾರಣೆಯಲ್ಲಿ ಮಕ್ಕಳು ಗಮನ ಸೆಳೆದರು. ಮಾತನಾಡಿ, ಕನ್ನಡ ರಾಜ್ಯೋತ್ಸವದ ಮಹತ್ವ ಮತ್ತು ಕನ್ನಡ ಭಾಷೆಯ ಶ್ರೀಮಂತಿಕೆಯ ಬಗ್ಗೆ ತಿಳಿಸಿದರು. ಕನ್ನಡ ನಾಡು, ನುಡಿ, ಸಂಸ್ಕೃತಿ ಉಳಿಸಿ ಬೆಳೆಸುವುದು ನಮ್ಮೆಲ್ಲರ ಕರ್ತವ್ಯ. ಮಕ್ಕಳು ಕನ್ನಡದಲ್ಲಿ ಹೆಚ್ಚು ಓದುವ ಅಭ್ಯಾಸ ಬೆಳೆಸಿಕೊಳ್ಳಬೇಕು. ಶಾಲೆಯ ಮುಖ್ಯ ಶಿಕ್ಷಕ ಪ್ರವೀಣ್ ಎಸ್.ಆರ್. ಸೇರಿದಂತೆ ಶಿಕ್ಷಕ ವೃಂದ ಹಾಗೂ ಪೋಷಕರು ಭಾಗವಹಿಸಿದ್ದರು. ಕರ್ನಾಟಕ ಸಂಸ್ಕೃತಿಯ ಭಾಗವಾಗಿ ವಿದ್ಯಾರ್ಥಿಗಳಿಂದ ನೃತ್ಯ, ಹಾಡು, ಭಾಷಣ ನಡೆಯಿತು.: [42, 1833, 935, 1900]
- section-rule-1: [42, 562, 1494, 564]
- section-rule-4: [42, 2192, 1494, 2194]
- award-headline-1: ಜಿಲ್ಲಾ ರಾಜ್ಯೋತ್ಸವ ಪ್ರಶಸ್ತಿ ಪುರಸ್ಕೃತ: [1076, 1834, 1330, 1860]
- award-icon-block: [952, 1834, 1067, 1893]
- ad-contact: ಜಾಹೀರಾತಿಗಾಗಿ ಸಂಪರ್ಕಿಸಿ - 94498 71825: [1327, 16, 1494, 29]
- health-photo: [912, 1149, 1494, 1423]
